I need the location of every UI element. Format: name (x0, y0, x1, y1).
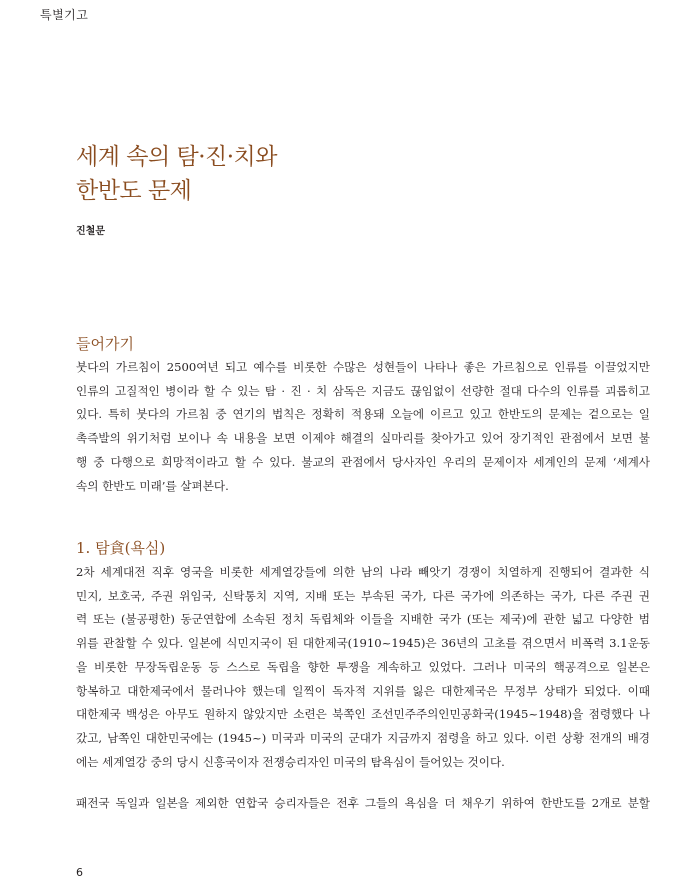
paragraph-line: 위를 관찰할 수 있다. 일본에 식민지국이 된 대한제국(1910~1945)은 36년의 고초를 겪으면서 비폭력 3.1운동 (76, 636, 650, 651)
paragraph-line: 패전국 독일과 일본을 제외한 연합국 승리자들은 전후 그들의 욕심을 더 채우기 위하여 한반도를 2개로 분할 (76, 796, 650, 810)
paragraph-line: 력 또는 (불공평한) 동군연합에 소속된 정치 독립체와 이들을 지배한 국가 (또는 제국)에 관한 넓고 다양한 범 (76, 612, 650, 627)
paragraph-line: 인류의 고질적인 병이라 할 수 있는 탐 · 진 · 치 삼독은 지금도 끊임없이 선량한 절대 다수의 인류를 괴롭히고 (76, 383, 650, 398)
page-number: 6 (76, 866, 83, 879)
article-title (76, 140, 277, 208)
intro-paragraph (76, 356, 650, 498)
author-name: 진철문 (76, 226, 105, 237)
paragraph-line: 을 비롯한 무장독립운동 등 스스로 독립을 향한 투쟁을 계속하고 있었다. 그러나 미국의 핵공격으로 일본은 (76, 659, 650, 674)
paragraph-line: 촉즉발의 위기처럼 보이나 속 내용을 보면 이제야 해결의 실마리를 찾아가고 있어 장기적인 관점에서 보면 불 (76, 431, 650, 446)
paragraph-line: 대한제국 백성은 아무도 원하지 않았지만 소련은 북쪽인 조선민주주의인민공화국(1945~1948)을 점령했다 나 (76, 707, 650, 722)
section-heading-greed: 1. 탐貪(욕심) (76, 539, 166, 557)
paragraph-line: 항복하고 대한제국에서 물러나야 했는데 일찍이 독자적 지위를 잃은 대한제국은 무정부 상태가 되었다. 이때 (76, 683, 650, 698)
article-title-line-2: 한반도 문제 (76, 178, 192, 204)
paragraph-line: 갔고, 남쪽인 대한민국에는 (1945~) 미국과 미국의 군대가 지금까지 점령을 하고 있다. 이런 상황 전개의 배경 (76, 730, 650, 745)
paragraph-line: 행 중 다행으로 희망적이라고 할 수 있다. 불교의 관점에서 당사자인 우리의 문제이자 세계인의 문제 ‘세계사 (76, 454, 650, 469)
paragraph-line: 에는 세계열강 중의 당시 신흥국이자 전쟁승리자인 미국의 탐욕심이 들어있는 것이다. (76, 754, 505, 769)
paragraph-line: 2차 세계대전 직후 영국을 비롯한 세계열강들에 의한 남의 나라 빼앗기 경쟁이 치열하게 진행되어 결과한 식 (76, 565, 650, 579)
paragraph-line: 속의 한반도 미래’를 살펴본다. (76, 478, 229, 493)
continuation-paragraph (76, 792, 650, 816)
section-heading-intro: 들어가기 (76, 335, 134, 353)
greed-paragraph (76, 561, 650, 774)
article-title-line-1: 세계 속의 탐·진·치와 (76, 144, 277, 170)
paragraph-line: 붓다의 가르침이 2500여년 되고 예수를 비롯한 수많은 성현들이 나타나 좋은 가르침으로 인류를 이끌었지만 (76, 360, 650, 374)
running-header: 특별기고 (40, 8, 89, 22)
paragraph-line: 있다. 특히 붓다의 가르침 중 연기의 법칙은 정확히 적용돼 오늘에 이르고 있고 한반도의 문제는 겉으로는 일 (76, 407, 650, 422)
paragraph-line: 민지, 보호국, 주권 위임국, 신탁통치 지역, 지배 또는 부속된 국가, 다른 국가에 의존하는 국가, 다른 주권 권 (76, 588, 650, 603)
